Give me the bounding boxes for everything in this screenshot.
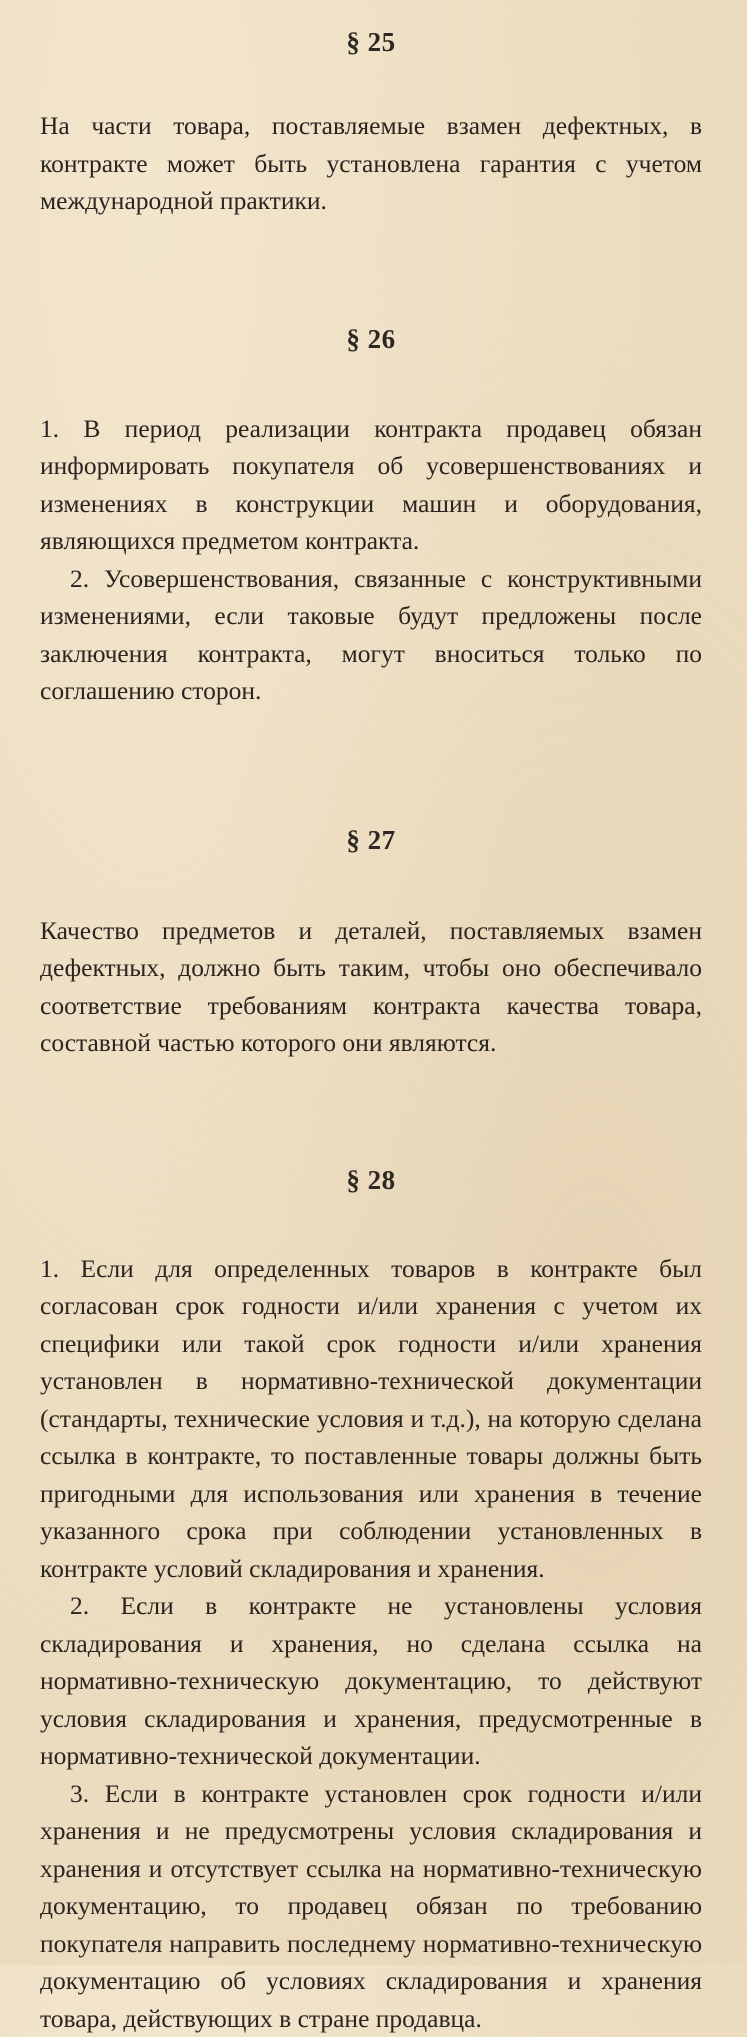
section-28-item-1: 1. Если для определенных товаров в контракте был согласован срок годности и/или хранения с учетом их специфики или такой срок годности и/или хранения установлен в нормативно-технической документации (стандарты, технические условия и т.д.), на которую сделана ссылка в контракте, то поставленные товары должны быть пригодными для использования или хранения в течение указанного срока при соблюдении установленных в контракте условий складирования и хранения. xyxy=(40,1250,702,1588)
section-26-item-1: 1. В период реализации контракта продавец обязан информировать покупателя об усовершенствованиях и изменениях в конструкции машин и оборудования, являющихся предметом контракта. xyxy=(40,410,702,560)
section-28-item-2: 2. Если в контракте не установлены условия складирования и хранения, но сделана ссылка на нормативно-техническую документацию, то действуют условия складирования и хранения, предусмотренные в нормативно-технической документации. xyxy=(40,1587,702,1775)
section-28-item-3: 3. Если в контракте установлен срок годности и/или хранения и не предусмотрены условия складирования и хранения и отсутствует ссылка на нормативно-техническую документацию, то продавец обязан по требованию покупателя направить последнему нормативно-техническую документацию об условиях складирования и хранения товара, действующих в стране продавца. xyxy=(40,1775,702,2037)
section-26-item-2: 2. Усовершенствования, связанные с конструктивными изменениями, если таковые будут предложены после заключения контракта, могут вноситься только по соглашению сторон. xyxy=(40,560,702,710)
section-26 xyxy=(40,319,702,710)
section-28 xyxy=(40,1160,702,2037)
section-28-heading: § 28 xyxy=(40,1160,702,1200)
section-27 xyxy=(40,820,702,1062)
section-27-paragraph: Качество предметов и деталей, поставляемых взамен дефектных, должно быть таким, чтобы оно обеспечивало соответствие требованиям контракта качества товара, составной частью которого они являются. xyxy=(40,912,702,1062)
section-25-paragraph: На части товара, поставляемые взамен дефектных, в контракте может быть установлена гарантия с учетом международной практики. xyxy=(40,107,702,220)
section-27-heading: § 27 xyxy=(40,820,702,860)
section-26-heading: § 26 xyxy=(40,319,702,359)
section-25-heading: § 25 xyxy=(40,0,702,62)
section-25 xyxy=(40,0,702,220)
